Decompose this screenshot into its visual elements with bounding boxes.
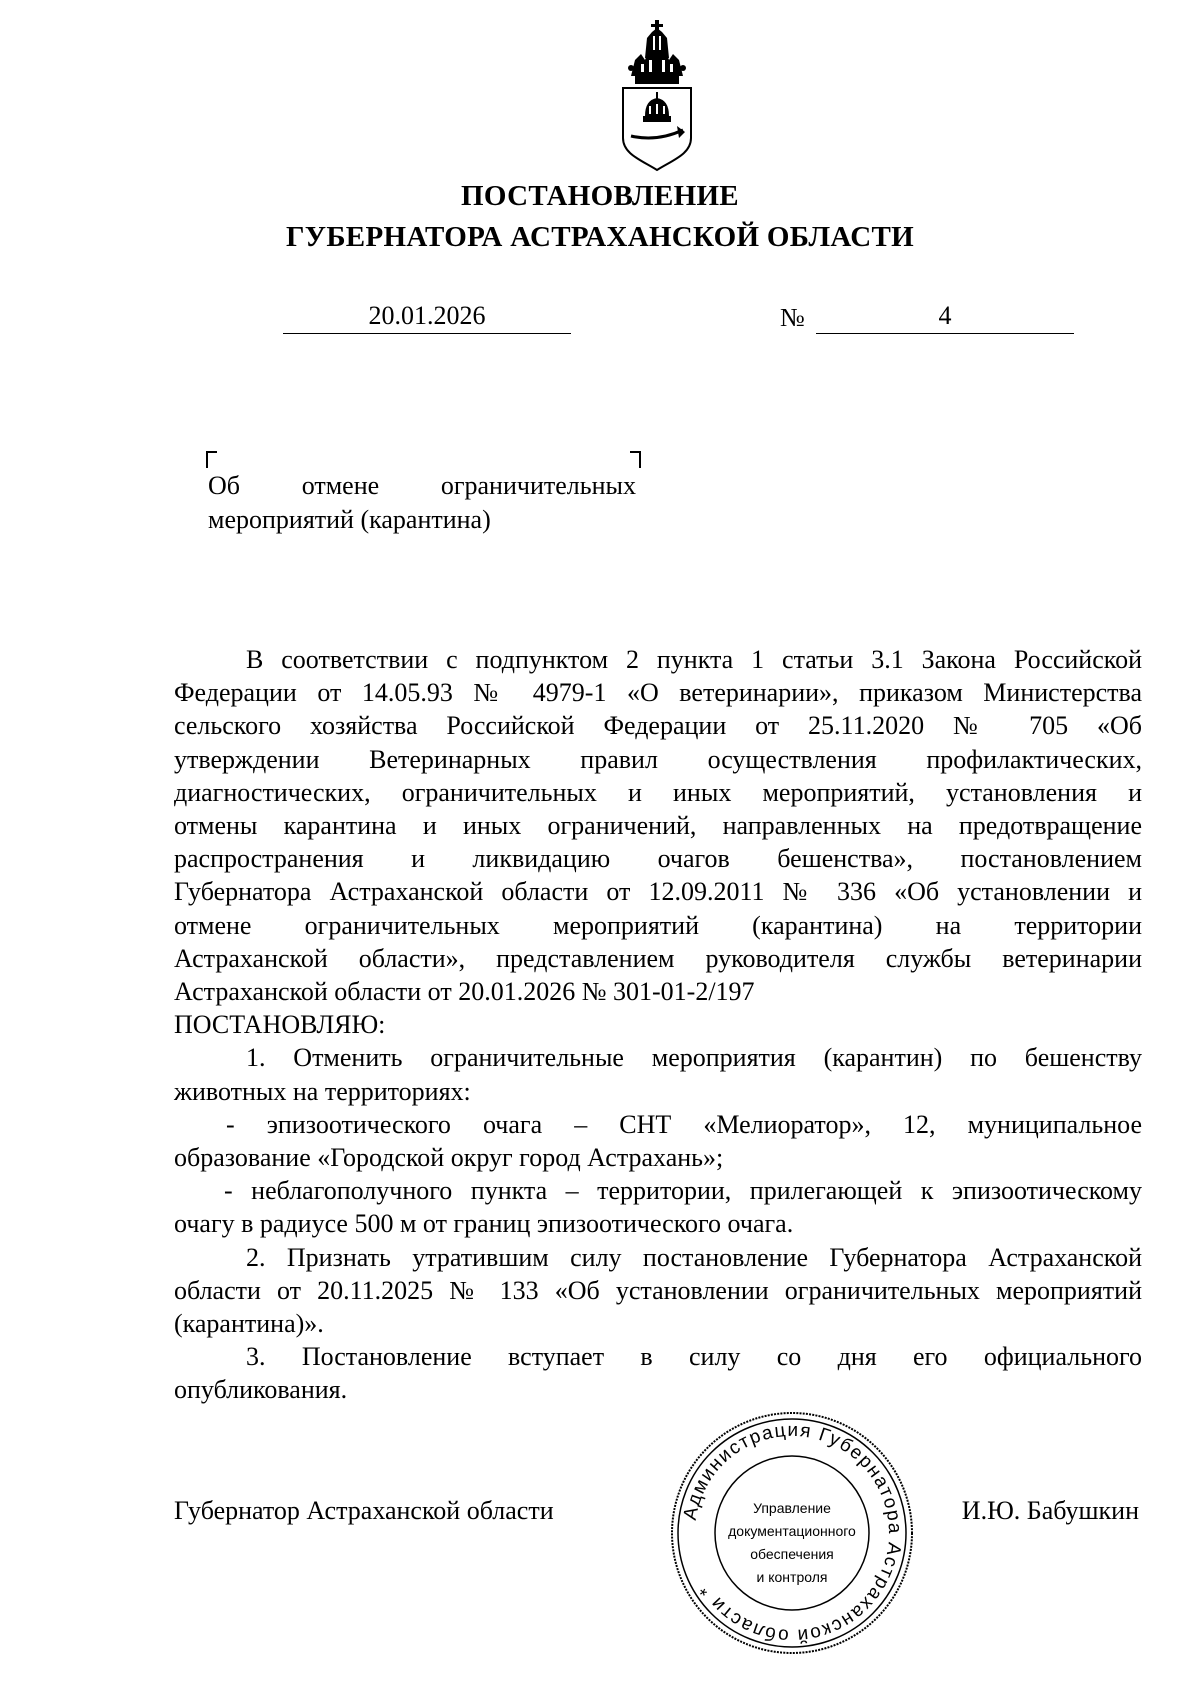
stamp-ring-text: Администрация Губернатора Астраханской области * (679, 1419, 906, 1647)
clause-1-item: - неблагополучного пункта – территории, прилегающей к эпизоотическому (224, 1176, 1142, 1206)
body-line: распространения и ликвидацию очагов бешенства», постановлением (174, 844, 1142, 874)
stamp-center-line: обеспечения (750, 1546, 834, 1562)
body-line: отмене ограничительных мероприятий (карантина) на территории (174, 910, 1142, 940)
coat-of-arms-icon (617, 20, 697, 172)
body-line: животных на территориях: (174, 1076, 471, 1106)
body-line: области от 20.11.2025 № 133 «Об установлении ограничительных мероприятий (174, 1275, 1142, 1305)
subject-bracket-right (630, 451, 641, 468)
document-subject (208, 469, 636, 537)
body-line: очагу в радиусе 500 м от границ эпизоотического очага. (174, 1209, 794, 1239)
stamp-center-line: документационного (728, 1523, 856, 1539)
clause-1: 1. Отменить ограничительные мероприятия (карантин) по бешенству (246, 1043, 1142, 1073)
number-sign: № (780, 303, 805, 332)
signatory-name: И.Ю. Бабушкин (961, 1496, 1139, 1525)
body-line: диагностических, ограничительных и иных мероприятий, установления и (174, 777, 1142, 807)
clause-3: 3. Постановление вступает в силу со дня его официального (246, 1342, 1142, 1372)
body-line: (карантина)». (174, 1309, 324, 1339)
body-line: опубликования. (174, 1375, 348, 1405)
body-line: сельского хозяйства Российской Федерации от 25.11.2020 № 705 «Об (174, 711, 1142, 741)
stamp-center-line: Управление (753, 1500, 831, 1516)
body-line: Губернатора Астраханской области от 12.09.2011 № 336 «Об установлении и (174, 877, 1142, 907)
document-date: 20.01.2026 (283, 300, 571, 334)
document-issuer-title: ГУБЕРНАТОРА АСТРАХАНСКОЙ ОБЛАСТИ (286, 221, 914, 253)
subject-bracket-left (206, 451, 217, 468)
document-number: 4 (816, 300, 1074, 334)
body-line: Астраханской области от 20.01.2026 № 301-01-2/197 (174, 977, 755, 1007)
document-type-title: ПОСТАНОВЛЕНИЕ (461, 180, 739, 212)
official-stamp (667, 1408, 917, 1658)
body-line: отмены карантина и иных ограничений, направленных на предотвращение (174, 811, 1142, 841)
body-line: образование «Городской округ город Астрахань»; (174, 1143, 724, 1173)
body-line: Федерации от 14.05.93 № 4979-1 «О ветеринарии», приказом Министерства (174, 678, 1142, 708)
subject-line: мероприятий (карантина) (208, 505, 491, 534)
body-line: утверждении Ветеринарных правил осуществления профилактических, (174, 744, 1142, 774)
subject-line: Об отмене ограничительных (208, 471, 636, 500)
clause-2: 2. Признать утратившим силу постановление Губернатора Астраханской (246, 1242, 1142, 1272)
clause-1-item: - эпизоотического очага – СНТ «Мелиоратор», 12, муниципальное (226, 1109, 1142, 1139)
body-line: В соответствии с подпунктом 2 пункта 1 статьи 3.1 Закона Российской (246, 645, 1142, 674)
stamp-center-line: и контроля (756, 1569, 828, 1585)
body-line: Астраханской области», представлением руководителя службы ветеринарии (174, 943, 1142, 973)
signatory-title: Губернатор Астраханской области (174, 1496, 554, 1525)
decree-word: ПОСТАНОВЛЯЮ: (174, 1010, 386, 1040)
document-body (174, 643, 1142, 1407)
